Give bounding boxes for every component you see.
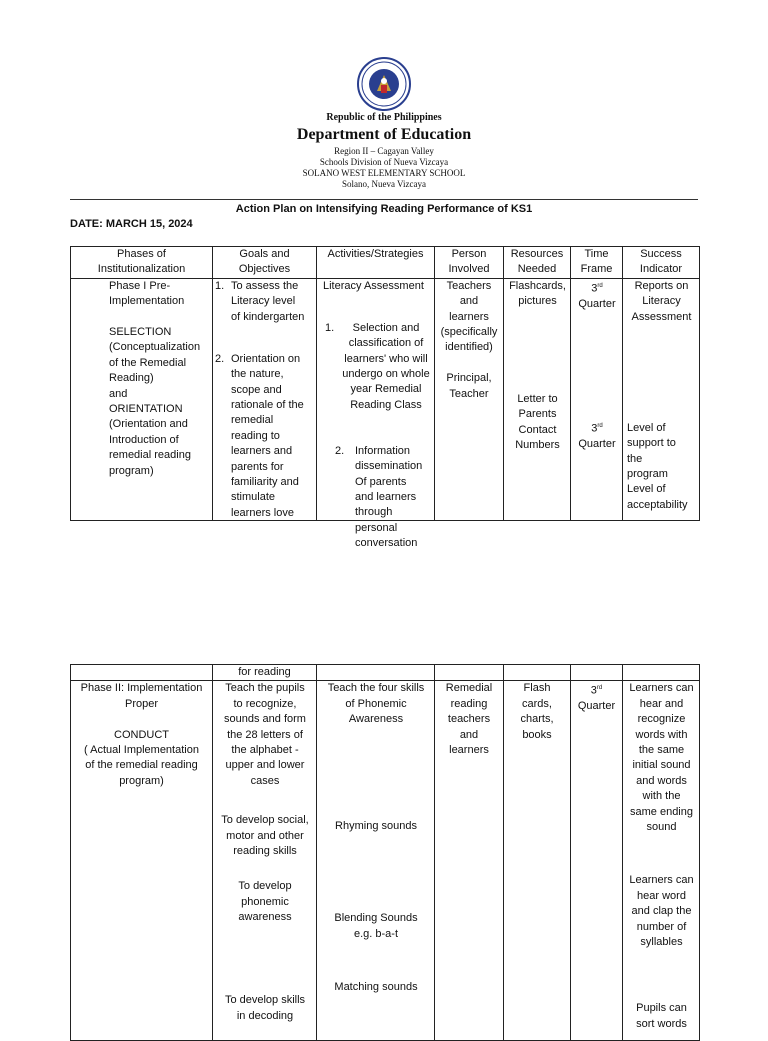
division-line: Schools Division of Nueva Vizcaya	[319, 157, 449, 167]
deped-seal	[357, 57, 411, 111]
time1-top: 3rd Quarter	[578, 282, 616, 310]
goal2-number: 2.	[215, 352, 225, 365]
phase2-cell: Phase II: Implementation Proper CONDUCT ( Actual Implementation of the remedial reading program)	[71, 681, 213, 1041]
success2-cell	[623, 681, 700, 1041]
person2-cell: Remedial reading teachers and learners	[435, 681, 504, 1041]
region-line: Region II – Cagayan Valley	[334, 146, 434, 156]
cont-resources-cell	[504, 665, 571, 681]
goals2-cell	[213, 681, 317, 1041]
action-plan-table-page1	[70, 246, 700, 550]
activity2-number: 2.	[335, 444, 345, 457]
header-success: Success Indicator	[623, 247, 700, 279]
header-resources: Resources Needed	[504, 247, 571, 279]
document-title: Action Plan on Intensifying Reading Performance of KS1	[235, 203, 533, 215]
document-date: DATE: MARCH 15, 2024	[70, 218, 193, 230]
goal2-2: To develop social, motor and other reading skills	[221, 814, 309, 858]
cont-goal-cell: for reading	[213, 665, 317, 681]
time1-cell	[571, 278, 623, 520]
goal1-number: 1.	[215, 279, 225, 292]
cont-time-cell	[571, 665, 623, 681]
header-goals: Goals and Objectives	[213, 247, 317, 279]
cont-phase-cell	[71, 665, 213, 681]
resources1-cell	[504, 278, 571, 520]
activity2-3: Blending Sounds e.g. b-a-t	[334, 912, 418, 940]
success1-cell	[623, 278, 700, 520]
resources1-top: Flashcards, pictures	[509, 279, 566, 308]
person1-cell: Teachers and learners (specifically identified) Principal, Teacher	[435, 278, 504, 520]
table-continuation-row	[71, 665, 700, 681]
header-phases: Phases of Institutionalization	[71, 247, 213, 279]
activities1-cell	[317, 278, 435, 550]
activity1-number: 1.	[325, 321, 335, 334]
success2-1: Learners can hear and recognize words with the same initial sound and words with the same ending sound	[629, 682, 694, 834]
goal2-3: To develop phonemic awareness	[238, 880, 292, 924]
department-title: Department of Education	[296, 126, 472, 143]
phase1-cell	[71, 278, 213, 520]
activity1-text: Selection and classification of learners' who will undergo on whole year Remedial Reading Class	[342, 321, 430, 411]
activity2-1: Teach the four skills of Phonemic Awareness	[327, 682, 425, 726]
action-plan-table-page2	[70, 664, 700, 1041]
success1-bottom: Level of support to the program Level of acceptability	[627, 421, 688, 511]
activities2-cell	[317, 681, 435, 1041]
table-header-row	[71, 247, 700, 279]
cont-activity-cell	[317, 665, 435, 681]
header-activities: Activities/Strategies	[317, 247, 435, 279]
cont-success-cell	[623, 665, 700, 681]
goals1-cell	[213, 278, 317, 520]
table-row-phase1	[71, 278, 700, 520]
phase1-title: Phase I Pre- Implementation SELECTION (Conceptualization of the Remedial Reading) and ORIENTATION (Orientation and Introduction of remedial reading program)	[109, 279, 201, 477]
activity2-text: Information dissemination Of parents and learners through personal conversation	[355, 444, 423, 550]
success2-2: Learners can hear word and clap the number of syllables	[629, 874, 694, 949]
goal1-text: To assess the Literacy level of kindergarten	[231, 279, 305, 323]
resources1-bottom: Letter to Parents Contact Numbers	[515, 392, 560, 452]
success1-top: Reports on Literacy Assessment	[631, 279, 692, 323]
republic-line: Republic of the Philippines	[326, 112, 442, 123]
table-row-phase2	[71, 681, 700, 1041]
time2-cell: 3rd Quarter	[571, 681, 623, 1041]
header-divider	[70, 199, 698, 200]
school-line: SOLANO WEST ELEMENTARY SCHOOL	[302, 168, 466, 178]
activity2-2: Rhyming sounds	[335, 820, 417, 833]
address-line: Solano, Nueva Vizcaya	[341, 179, 426, 189]
goal2-1: Teach the pupils to recognize, sounds and form the 28 letters of the alphabet - upper and lower cases	[224, 682, 306, 787]
header-time: Time Frame	[571, 247, 623, 279]
resources2-cell: Flash cards, charts, books	[504, 681, 571, 1041]
header-person: Person Involved	[435, 247, 504, 279]
cont-person-cell	[435, 665, 504, 681]
goal2-4: To develop skills in decoding	[224, 994, 306, 1022]
goal2-text: Orientation on the nature, scope and rationale of the remedial reading to learners and parents for familiarity and stimulate learners love	[231, 352, 304, 519]
success2-3: Pupils can sort words	[636, 1002, 687, 1030]
activity-title: Literacy Assessment	[323, 279, 424, 292]
activity2-4: Matching sounds	[334, 981, 418, 994]
time1-bottom: 3rd Quarter	[578, 422, 616, 450]
